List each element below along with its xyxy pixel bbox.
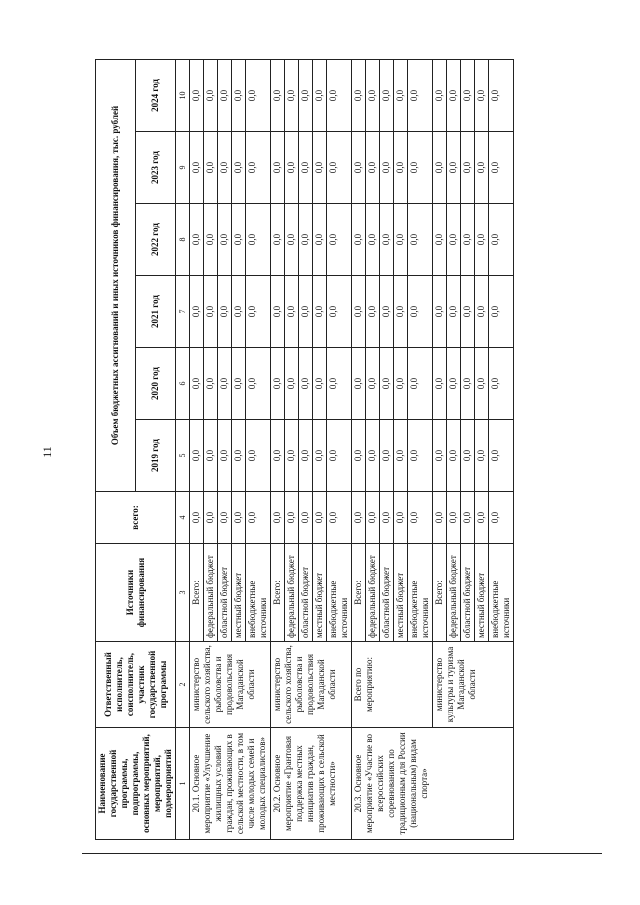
year-value: 0,0 — [475, 276, 489, 348]
year-value: 0,0 — [447, 348, 461, 420]
funding-source: федеральный бюджет — [447, 544, 461, 642]
year-value: 0,0 — [313, 204, 327, 276]
year-value: 0,0 — [489, 132, 514, 204]
year-value: 0,0 — [218, 348, 232, 420]
funding-source: Всего: — [352, 544, 366, 642]
header-year: 2024 год — [136, 59, 176, 131]
measure-name: 20.1. Основное мероприятие «Улучшение жилищных условий граждан, проживающих в сельской местности, в том числе молодых семей и молодых специалистов» — [190, 728, 271, 840]
year-value: 0,0 — [352, 204, 366, 276]
year-value: 0,0 — [246, 204, 271, 276]
year-value: 0,0 — [271, 204, 285, 276]
measure-executor: министерство сельского хозяйства, рыболовства и продовольствия Магаданской области — [190, 642, 271, 728]
year-value: 0,0 — [313, 276, 327, 348]
year-value: 0,0 — [204, 348, 218, 420]
column-index: 9 — [176, 132, 190, 204]
rotated-table-wrapper — [95, 60, 587, 840]
funding-source: местный бюджет — [232, 544, 246, 642]
funding-source: местный бюджет — [313, 544, 327, 642]
year-value: 0,0 — [380, 59, 394, 131]
year-value: 0,0 — [271, 276, 285, 348]
funding-source: местный бюджет — [475, 544, 489, 642]
year-value: 0,0 — [232, 132, 246, 204]
column-index: 8 — [176, 204, 190, 276]
year-value: 0,0 — [246, 59, 271, 131]
year-value: 0,0 — [461, 59, 475, 131]
year-value: 0,0 — [218, 132, 232, 204]
year-value: 0,0 — [285, 59, 299, 131]
column-index: 1 — [176, 728, 190, 840]
total-value: 0,0 — [190, 492, 204, 544]
funding-source: внебюджетные источники — [489, 544, 514, 642]
total-value: 0,0 — [447, 492, 461, 544]
year-value: 0,0 — [394, 276, 408, 348]
header-source: Источники финансирования — [96, 544, 176, 642]
year-value: 0,0 — [394, 420, 408, 492]
measure-name: 20.2. Основное мероприятие «Грантовая поддержка местных инициатив граждан, проживающих в сельской местности» — [271, 728, 352, 840]
year-value: 0,0 — [190, 204, 204, 276]
year-value: 0,0 — [313, 348, 327, 420]
column-index: 4 — [176, 492, 190, 544]
total-value: 0,0 — [408, 492, 433, 544]
total-value: 0,0 — [475, 492, 489, 544]
year-value: 0,0 — [366, 348, 380, 420]
year-value: 0,0 — [285, 348, 299, 420]
column-index: 3 — [176, 544, 190, 642]
year-value: 0,0 — [475, 420, 489, 492]
year-value: 0,0 — [475, 348, 489, 420]
year-value: 0,0 — [380, 348, 394, 420]
header-total: всего: — [96, 492, 176, 544]
year-value: 0,0 — [327, 276, 352, 348]
year-value: 0,0 — [327, 348, 352, 420]
year-value: 0,0 — [461, 420, 475, 492]
year-value: 0,0 — [271, 420, 285, 492]
year-value: 0,0 — [433, 276, 447, 348]
year-value: 0,0 — [394, 204, 408, 276]
header-name: Наименование государственной программы, подпрограммы, основных мероприятий, мероприятий, подмероприятий — [96, 728, 176, 840]
year-value: 0,0 — [352, 276, 366, 348]
year-value: 0,0 — [232, 276, 246, 348]
total-value: 0,0 — [285, 492, 299, 544]
table-row — [271, 59, 285, 839]
year-value: 0,0 — [204, 204, 218, 276]
year-value: 0,0 — [489, 348, 514, 420]
year-value: 0,0 — [285, 276, 299, 348]
column-index: 5 — [176, 420, 190, 492]
year-value: 0,0 — [447, 204, 461, 276]
funding-source: областной бюджет — [218, 544, 232, 642]
total-value: 0,0 — [218, 492, 232, 544]
funding-source: Всего: — [433, 544, 447, 642]
year-value: 0,0 — [313, 59, 327, 131]
year-value: 0,0 — [204, 59, 218, 131]
year-value: 0,0 — [218, 420, 232, 492]
year-value: 0,0 — [271, 348, 285, 420]
year-value: 0,0 — [433, 420, 447, 492]
year-value: 0,0 — [190, 348, 204, 420]
funding-source: областной бюджет — [380, 544, 394, 642]
year-value: 0,0 — [447, 132, 461, 204]
funding-source: областной бюджет — [299, 544, 313, 642]
total-value: 0,0 — [433, 492, 447, 544]
funding-source: областной бюджет — [461, 544, 475, 642]
total-value: 0,0 — [352, 492, 366, 544]
year-value: 0,0 — [232, 204, 246, 276]
year-value: 0,0 — [299, 348, 313, 420]
table-stage — [95, 60, 587, 840]
year-value: 0,0 — [475, 204, 489, 276]
header-row-1 — [96, 59, 136, 839]
funding-source: Всего: — [271, 544, 285, 642]
table-row — [190, 59, 204, 839]
year-value: 0,0 — [408, 276, 433, 348]
year-value: 0,0 — [433, 132, 447, 204]
year-value: 0,0 — [489, 420, 514, 492]
year-value: 0,0 — [489, 276, 514, 348]
year-value: 0,0 — [447, 276, 461, 348]
year-value: 0,0 — [408, 132, 433, 204]
measure-executor: министерство сельского хозяйства, рыболовства и продовольствия Магаданской области — [271, 642, 352, 728]
year-value: 0,0 — [394, 59, 408, 131]
year-value: 0,0 — [299, 276, 313, 348]
table-body — [190, 59, 514, 839]
year-value: 0,0 — [218, 276, 232, 348]
year-value: 0,0 — [352, 348, 366, 420]
column-index: 7 — [176, 276, 190, 348]
year-value: 0,0 — [232, 420, 246, 492]
year-value: 0,0 — [380, 204, 394, 276]
year-value: 0,0 — [352, 420, 366, 492]
year-value: 0,0 — [380, 132, 394, 204]
year-value: 0,0 — [232, 348, 246, 420]
funding-source: внебюджетные источники — [327, 544, 352, 642]
funding-source: внебюджетные источники — [408, 544, 433, 642]
year-value: 0,0 — [190, 420, 204, 492]
year-value: 0,0 — [218, 204, 232, 276]
year-value: 0,0 — [366, 204, 380, 276]
header-executor: Ответственный исполнитель, соисполнитель, участник государственной программы — [96, 642, 176, 728]
year-value: 0,0 — [380, 420, 394, 492]
year-value: 0,0 — [461, 132, 475, 204]
year-value: 0,0 — [204, 420, 218, 492]
measure-name: 20.3. Основное мероприятие «Участие во всероссийских соревнованиях по традиционным для России (национальным) видам спорта» — [352, 728, 514, 840]
year-value: 0,0 — [285, 132, 299, 204]
header-year: 2019 год — [136, 420, 176, 492]
year-value: 0,0 — [352, 132, 366, 204]
funding-source: федеральный бюджет — [285, 544, 299, 642]
year-value: 0,0 — [246, 276, 271, 348]
year-value: 0,0 — [366, 132, 380, 204]
total-value: 0,0 — [489, 492, 514, 544]
year-value: 0,0 — [299, 59, 313, 131]
page-number: 11 — [40, 446, 54, 458]
year-value: 0,0 — [475, 59, 489, 131]
measure-executor: министерство культуры и туризма Магаданской области — [433, 642, 514, 728]
footer-rule — [82, 853, 602, 854]
header-year: 2020 год — [136, 348, 176, 420]
total-value: 0,0 — [380, 492, 394, 544]
measure-executor: Всего по мероприятию: — [352, 642, 433, 728]
total-value: 0,0 — [246, 492, 271, 544]
year-value: 0,0 — [461, 276, 475, 348]
year-value: 0,0 — [246, 132, 271, 204]
year-value: 0,0 — [366, 420, 380, 492]
year-value: 0,0 — [408, 59, 433, 131]
year-value: 0,0 — [204, 276, 218, 348]
header-volume: Объем бюджетных ассигнований и иных источников финансирования, тыс. рублей — [96, 59, 136, 491]
year-value: 0,0 — [246, 420, 271, 492]
year-value: 0,0 — [366, 276, 380, 348]
year-value: 0,0 — [327, 132, 352, 204]
header-year: 2021 год — [136, 276, 176, 348]
year-value: 0,0 — [204, 132, 218, 204]
year-value: 0,0 — [232, 59, 246, 131]
year-value: 0,0 — [433, 204, 447, 276]
year-value: 0,0 — [475, 132, 489, 204]
column-index-row — [176, 59, 190, 839]
year-value: 0,0 — [394, 348, 408, 420]
total-value: 0,0 — [394, 492, 408, 544]
column-index: 6 — [176, 348, 190, 420]
year-value: 0,0 — [327, 204, 352, 276]
funding-source: внебюджетные источники — [246, 544, 271, 642]
year-value: 0,0 — [408, 348, 433, 420]
year-value: 0,0 — [408, 204, 433, 276]
year-value: 0,0 — [299, 132, 313, 204]
funding-source: федеральный бюджет — [204, 544, 218, 642]
funding-source: местный бюджет — [394, 544, 408, 642]
year-value: 0,0 — [327, 420, 352, 492]
year-value: 0,0 — [433, 59, 447, 131]
total-value: 0,0 — [299, 492, 313, 544]
year-value: 0,0 — [489, 59, 514, 131]
header-year: 2022 год — [136, 204, 176, 276]
year-value: 0,0 — [380, 276, 394, 348]
total-value: 0,0 — [204, 492, 218, 544]
year-value: 0,0 — [299, 204, 313, 276]
year-value: 0,0 — [190, 59, 204, 131]
table-row — [433, 59, 447, 839]
year-value: 0,0 — [190, 276, 204, 348]
total-value: 0,0 — [313, 492, 327, 544]
column-index: 10 — [176, 59, 190, 131]
year-value: 0,0 — [299, 420, 313, 492]
table-row — [352, 59, 366, 839]
column-index: 2 — [176, 642, 190, 728]
year-value: 0,0 — [489, 204, 514, 276]
year-value: 0,0 — [246, 348, 271, 420]
total-value: 0,0 — [327, 492, 352, 544]
year-value: 0,0 — [285, 420, 299, 492]
total-value: 0,0 — [271, 492, 285, 544]
year-value: 0,0 — [461, 204, 475, 276]
year-value: 0,0 — [408, 420, 433, 492]
year-value: 0,0 — [271, 59, 285, 131]
total-value: 0,0 — [461, 492, 475, 544]
year-value: 0,0 — [352, 59, 366, 131]
year-value: 0,0 — [218, 59, 232, 131]
total-value: 0,0 — [232, 492, 246, 544]
year-value: 0,0 — [285, 204, 299, 276]
year-value: 0,0 — [433, 348, 447, 420]
year-value: 0,0 — [190, 132, 204, 204]
year-value: 0,0 — [394, 132, 408, 204]
year-value: 0,0 — [461, 348, 475, 420]
funding-source: федеральный бюджет — [366, 544, 380, 642]
header-year: 2023 год — [136, 132, 176, 204]
year-value: 0,0 — [313, 420, 327, 492]
financing-table — [95, 59, 514, 840]
year-value: 0,0 — [327, 59, 352, 131]
year-value: 0,0 — [366, 59, 380, 131]
funding-source: Всего: — [190, 544, 204, 642]
year-value: 0,0 — [447, 59, 461, 131]
year-value: 0,0 — [447, 420, 461, 492]
total-value: 0,0 — [366, 492, 380, 544]
year-value: 0,0 — [271, 132, 285, 204]
year-value: 0,0 — [313, 132, 327, 204]
